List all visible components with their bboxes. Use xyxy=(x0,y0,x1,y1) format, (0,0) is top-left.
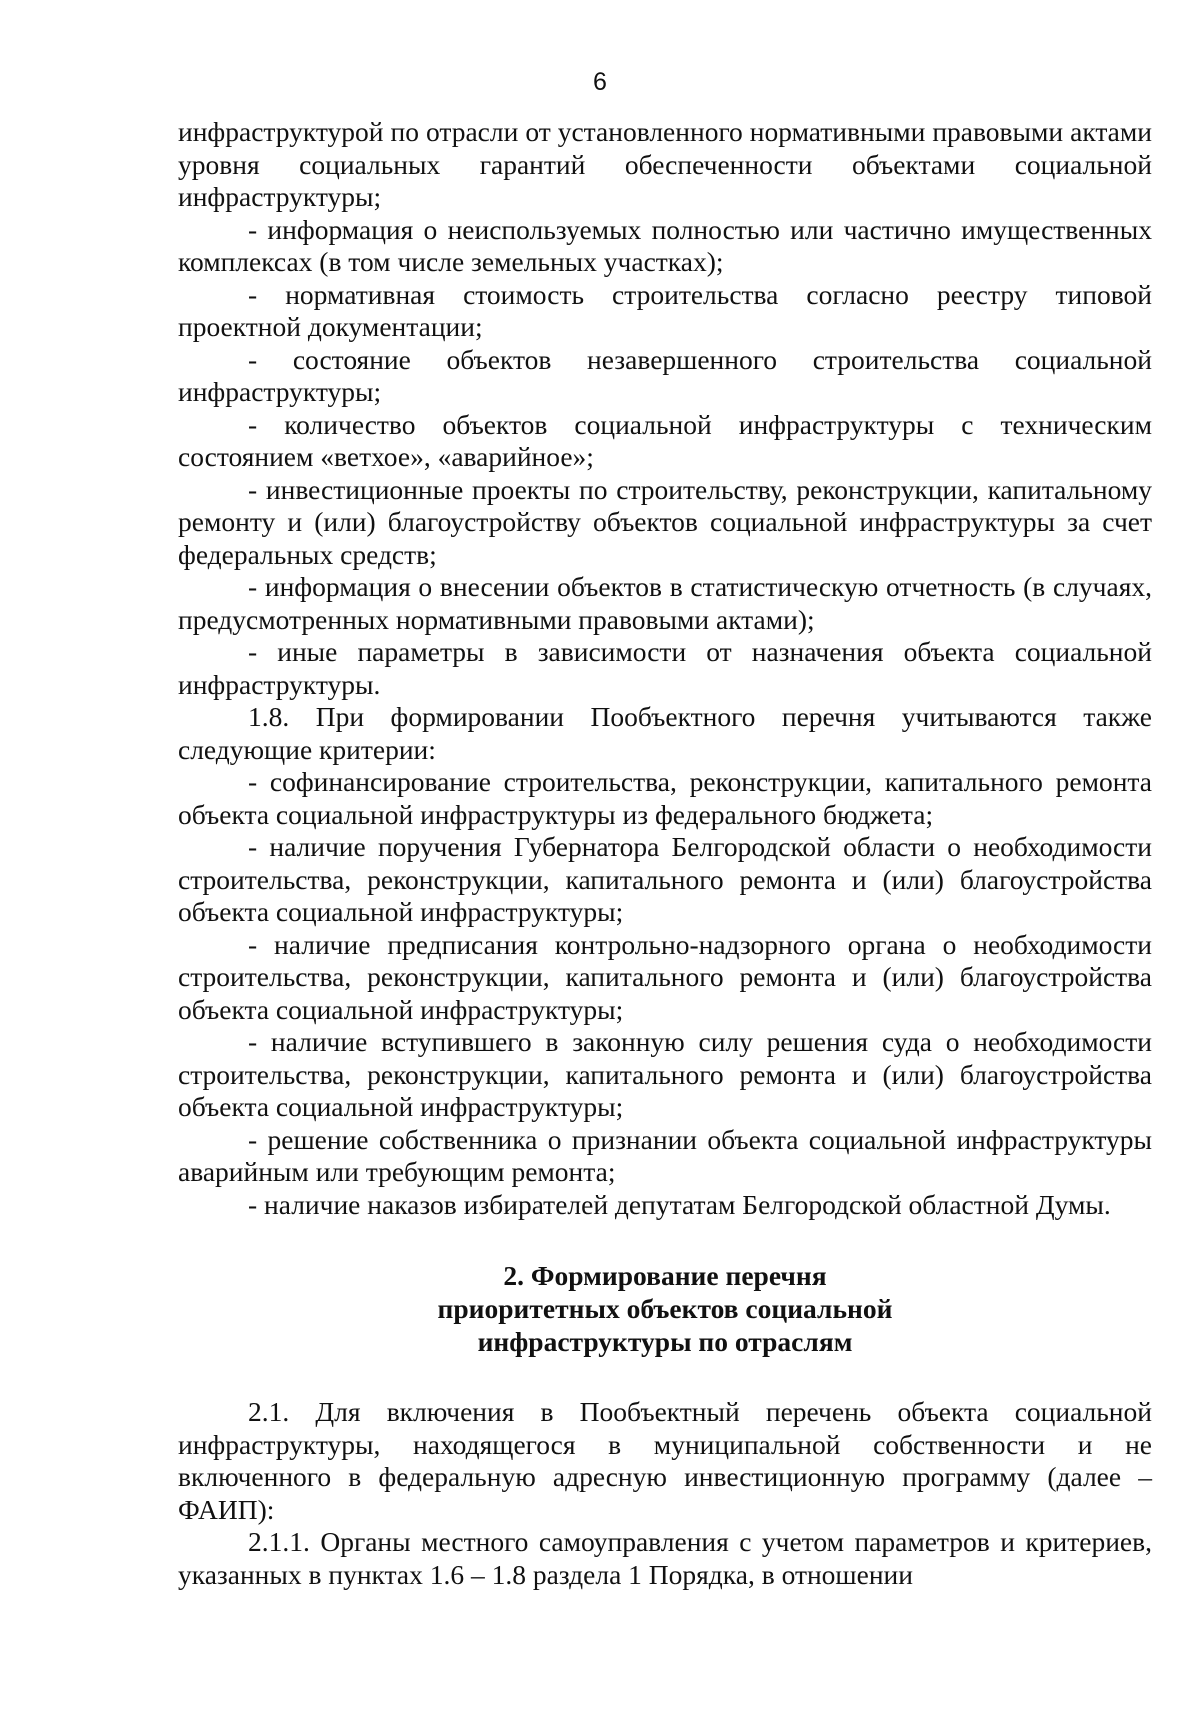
section-1-continuation xyxy=(178,116,1152,1221)
list-item: - софинансирование строительства, реконструкции, капитального ремонта объекта социальной инфраструктуры из федерального бюджета; xyxy=(178,766,1152,830)
page-number: 6 xyxy=(593,68,607,96)
section-heading-line: приоритетных объектов социальной xyxy=(437,1293,893,1324)
list-item: - состояние объектов незавершенного строительства социальной инфраструктуры; xyxy=(178,343,1152,407)
section-heading xyxy=(178,1259,1152,1358)
section-heading-line: 2. Формирование перечня xyxy=(503,1260,827,1291)
section-2-body xyxy=(178,1396,1152,1591)
clause-2-1-1: 2.1.1. Органы местного самоуправления с учетом параметров и критериев, указанных в пунктах 1.6 – 1.8 раздела 1 Порядка, в отношении xyxy=(178,1526,1152,1590)
clause-2-1: 2.1. Для включения в Пообъектный перечень объекта социальной инфраструктуры, находящегося в муниципальной собственности и не включенного в федеральную адресную инвестиционную программу (далее – ФАИП): xyxy=(178,1396,1152,1525)
paragraph: инфраструктурой по отрасли от установленного нормативными правовыми актами уровня социальных гарантий обеспеченности объектами социальной инфраструктуры; xyxy=(178,116,1152,212)
list-item: - количество объектов социальной инфраструктуры с техническим состоянием «ветхое», «аварийное»; xyxy=(178,408,1152,472)
document-body xyxy=(178,116,1152,1591)
list-item: - наличие наказов избирателей депутатам Белгородской областной Думы. xyxy=(248,1188,1111,1220)
clause-1-8: 1.8. При формировании Пообъектного перечня учитываются также следующие критерии: xyxy=(178,701,1152,765)
list-item: - инвестиционные проекты по строительству, реконструкции, капитальному ремонту и (или) благоустройству объектов социальной инфраструктуры за счет федеральных средств; xyxy=(178,473,1152,570)
list-item: - наличие поручения Губернатора Белгородской области о необходимости строительства, реконструкции, капитального ремонта и (или) благоустройства объекта социальной инфраструктуры; xyxy=(178,831,1152,927)
list-item: - решение собственника о признании объекта социальной инфраструктуры аварийным или требующим ремонта; xyxy=(178,1123,1152,1187)
list-item: - нормативная стоимость строительства согласно реестру типовой проектной документации; xyxy=(178,278,1152,342)
list-item: - информация о внесении объектов в статистическую отчетность (в случаях, предусмотренных нормативными правовыми актами); xyxy=(178,571,1152,635)
list-item: - наличие вступившего в законную силу решения суда о необходимости строительства, реконструкции, капитального ремонта и (или) благоустройства объекта социальной инфраструктуры; xyxy=(178,1026,1152,1122)
section-heading-line: инфраструктуры по отраслям xyxy=(477,1326,853,1357)
list-item: - наличие предписания контрольно-надзорного органа о необходимости строительства, реконструкции, капитального ремонта и (или) благоустройства объекта социальной инфраструктуры; xyxy=(178,928,1152,1025)
list-item: - иные параметры в зависимости от назначения объекта социальной инфраструктуры. xyxy=(178,636,1152,700)
list-item: - информация о неиспользуемых полностью или частично имущественных комплексах (в том числе земельных участках); xyxy=(178,213,1152,277)
